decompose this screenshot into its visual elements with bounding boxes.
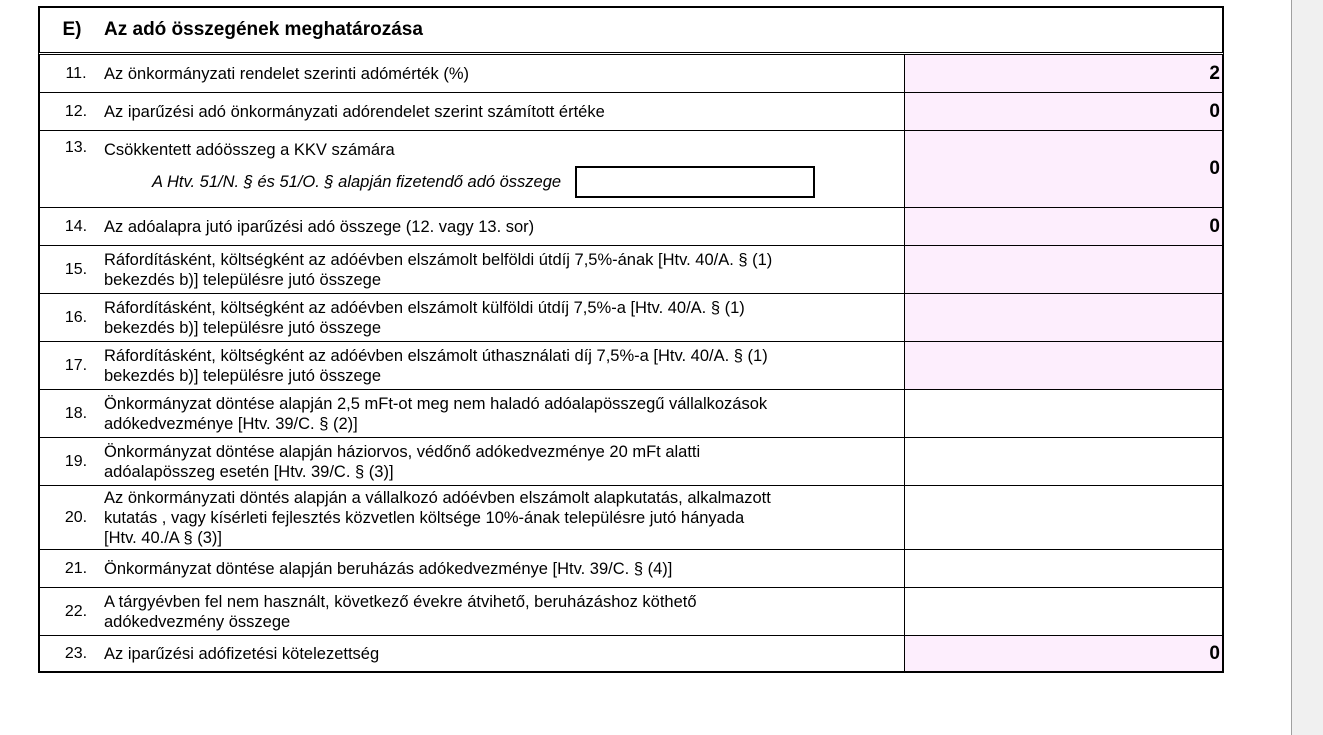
- section-title: Az adó összegének meghatározása: [104, 19, 423, 40]
- row-number: 19.: [64, 452, 88, 470]
- small-business-discount-field[interactable]: [904, 390, 1222, 437]
- row-number: 13.: [64, 139, 88, 156]
- table-row-20: [40, 485, 1222, 549]
- row-number: 23.: [64, 644, 88, 662]
- row-label: Önkormányzat döntése alapján háziorvos, védőnő adókedvezménye 20 mFt alatti adóalapösszeg esetén [Htv. 39/C. § (3)]: [104, 442, 701, 481]
- row-number: 18.: [64, 404, 88, 422]
- calculated-tax-field[interactable]: 0: [904, 93, 1222, 130]
- row-number: 15.: [64, 260, 88, 278]
- table-row-18: [40, 389, 1222, 437]
- doctor-nurse-discount-field[interactable]: [904, 438, 1222, 485]
- row-number: 16.: [64, 308, 88, 326]
- table-row-22: [40, 587, 1222, 635]
- row-number: 17.: [64, 356, 88, 374]
- table-row-14: [40, 207, 1222, 245]
- table-row-16: [40, 293, 1222, 341]
- table-row-12: [40, 92, 1222, 130]
- section-letter: E): [62, 19, 82, 40]
- kkv-amount-input[interactable]: [575, 166, 815, 198]
- row-label: Ráfordításként, költségként az adóévben elszámolt úthasználati díj 7,5%-a [Htv. 40/A. § (1) bekezdés b)] településre jutó összege: [104, 346, 768, 385]
- table-row-17: [40, 341, 1222, 389]
- row-label: Ráfordításként, költségként az adóévben elszámolt belföldi útdíj 7,5%-ának [Htv. 40/A. § (1) bekezdés b)] településre jutó összege: [104, 250, 773, 289]
- table-row-19: [40, 437, 1222, 485]
- row-label: Ráfordításként, költségként az adóévben elszámolt külföldi útdíj 7,5%-a [Htv. 40/A. § (1) bekezdés b)] településre jutó összege: [104, 298, 745, 337]
- table-row-13: [40, 130, 1222, 207]
- row-label: Önkormányzat döntése alapján 2,5 mFt-ot meg nem haladó adóalapösszegű vállalkozások adókedvezménye [Htv. 39/C. § (2)]: [104, 394, 768, 433]
- foreign-toll-field[interactable]: [904, 294, 1222, 341]
- tax-table: [38, 52, 1224, 673]
- domestic-toll-field[interactable]: [904, 246, 1222, 293]
- row-label: Csökkentett adóösszeg a KKV számára A Htv. 51/N. § és 51/O. § alapján fizetendő adó összege: [104, 131, 904, 207]
- row-label: Az önkormányzati rendelet szerinti adómérték (%): [104, 64, 469, 83]
- table-row-15: [40, 245, 1222, 293]
- table-row-21: [40, 549, 1222, 587]
- row-label: Az iparűzési adófizetési kötelezettség: [104, 644, 380, 663]
- row-number: 22.: [64, 602, 88, 620]
- research-cost-field[interactable]: [904, 486, 1222, 549]
- road-usage-fee-field[interactable]: [904, 342, 1222, 389]
- carryover-discount-field[interactable]: [904, 588, 1222, 635]
- investment-discount-field[interactable]: [904, 550, 1222, 587]
- row-number: 11.: [65, 64, 87, 82]
- kkv-subline: [104, 166, 896, 198]
- kkv-reduced-tax-field[interactable]: 0: [904, 131, 1222, 207]
- kkv-sublabel: A Htv. 51/N. § és 51/O. § alapján fizetendő adó összege: [152, 173, 562, 191]
- scrollbar-track[interactable]: [1291, 0, 1323, 735]
- row-label: Önkormányzat döntése alapján beruházás adókedvezménye [Htv. 39/C. § (4)]: [104, 559, 673, 578]
- row-number: 20.: [64, 508, 88, 526]
- row-label: A tárgyévben fel nem használt, következő évekre átvihető, beruházáshoz köthető adókedvezmény összege: [104, 592, 697, 631]
- row-number: 14.: [64, 217, 88, 235]
- table-row-11: [40, 55, 1222, 92]
- row-label: Az adóalapra jutó iparűzési adó összege (12. vagy 13. sor): [104, 217, 535, 236]
- row-label: Az önkormányzati döntés alapján a vállalkozó adóévben elszámolt alapkutatás, alkalmazott kutatás , vagy kísérleti fejlesztés közvetlen költsége 10%-ának településre jutó hányada [Htv. 40./A § (3)]: [104, 488, 771, 547]
- tax-form-section-e: [38, 6, 1224, 673]
- table-row-23: [40, 635, 1222, 671]
- row-number: 21.: [64, 559, 88, 577]
- tax-liability-field[interactable]: 0: [904, 636, 1222, 671]
- tax-rate-field[interactable]: 2: [904, 55, 1222, 92]
- section-header: [38, 6, 1224, 52]
- tax-on-base-field[interactable]: 0: [904, 208, 1222, 245]
- row-label: Az iparűzési adó önkormányzati adórendelet szerint számított értéke: [104, 102, 605, 121]
- row-number: 12.: [64, 102, 88, 120]
